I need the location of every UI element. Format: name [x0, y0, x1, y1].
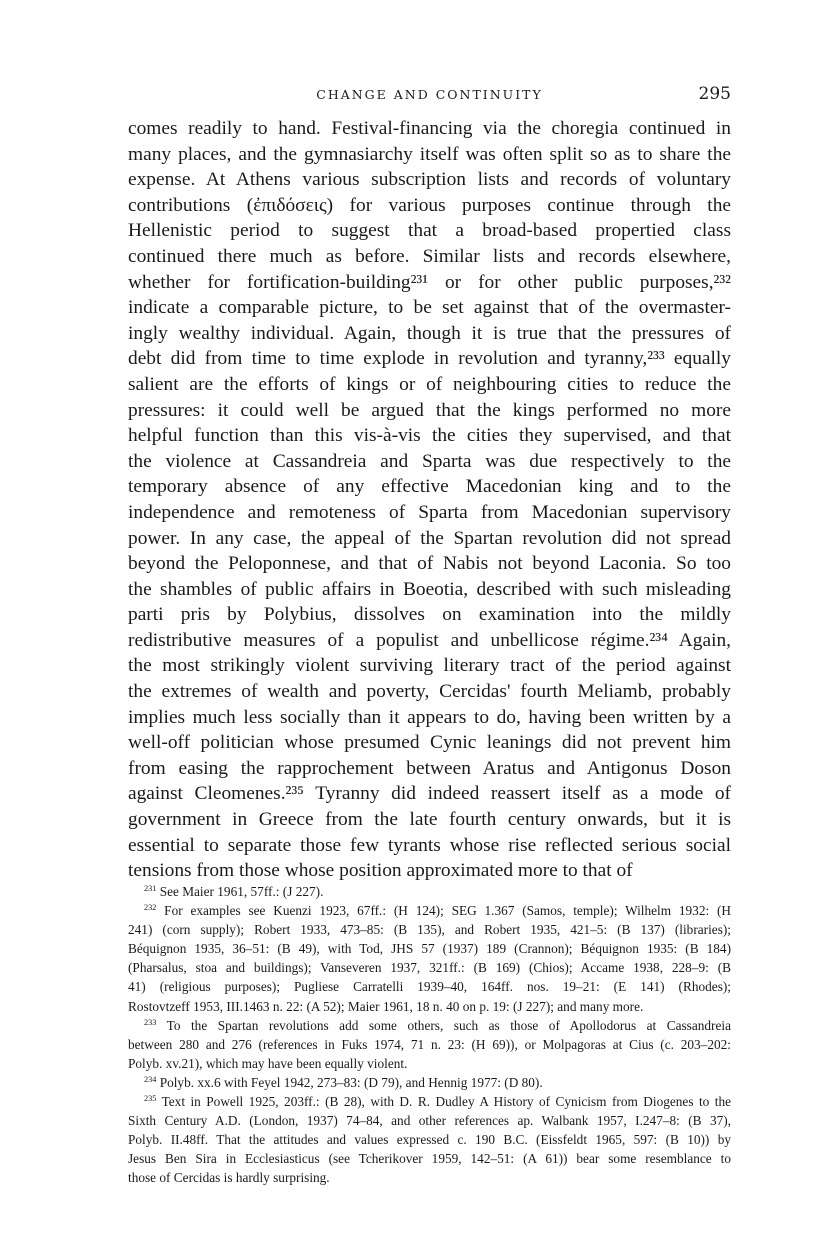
- body-line: government in Greece from the late fourth century onwards, but it is: [128, 809, 731, 831]
- body-line: continued there much as before. Similar lists and records elsewhere,: [128, 245, 731, 267]
- body-line: from easing the rapprochement between Aratus and Antigonus Doson: [128, 757, 731, 779]
- body-line: beyond the Peloponnese, and that of Nabis not beyond Laconia. So too: [128, 553, 731, 575]
- body-line: debt did from time to time explode in revolution and tyranny,²³³ equally: [128, 348, 731, 370]
- body-line: whether for fortification-building²³¹ or for other public purposes,²³²: [128, 271, 731, 293]
- body-line: comes readily to hand. Festival-financing via the choregia continued in: [128, 118, 731, 139]
- footnote-number: 233: [144, 1017, 157, 1027]
- footnote-line: Sixth Century A.D. (London, 1937) 74–84, and other references ap. Walbank 1957, I.247–8: (B 37),: [128, 1113, 731, 1129]
- body-line: parti pris by Polybius, dissolves on examination into the mildly: [128, 604, 731, 626]
- body-line: salient are the efforts of kings or of neighbouring cities to reduce the: [128, 373, 731, 395]
- footnote-line: To the Spartan revolutions add some others, such as those of Apollodorus at Cassandreia: [166, 1017, 731, 1033]
- running-title: CHANGE AND CONTINUITY: [316, 87, 543, 102]
- footnote-line: See Maier 1961, 57ff.: (J 227).: [159, 884, 324, 899]
- body-line: against Cleomenes.²³⁵ Tyranny did indeed reassert itself as a mode of: [128, 783, 731, 805]
- running-head: [128, 84, 731, 106]
- footnote-line: For examples see Kuenzi 1923, 67ff.: (H 124); SEG 1.367 (Samos, temple); Wilhelm 1932: (H: [164, 903, 731, 919]
- body-line: independence and remoteness of Sparta from Macedonian supervisory: [128, 501, 731, 523]
- body-line: essential to separate those few tyrants whose rise reflected serious social: [128, 834, 731, 856]
- body-line: contributions (ἐπιδόσεις) for various purposes continue through the: [128, 194, 731, 216]
- footnote-line: 241) (corn supply); Robert 1933, 473–85: (B 135), and Robert 1935, 421–5: (B 137) (libraries);: [128, 922, 731, 938]
- body-line: helpful function than this vis-à-vis the cities they supervised, and that: [128, 425, 731, 447]
- body-line: pressures: it could well be argued that the kings performed no more: [128, 399, 731, 421]
- footnote-line: Polyb. II.48ff. That the attitudes and values expressed c. 190 B.C. (Eissfeldt 1965, 597: (B 10)) by: [128, 1132, 731, 1148]
- footnote-number: 231: [144, 884, 157, 894]
- body-line: indicate a comparable picture, to be set against that of the overmaster-: [128, 297, 731, 319]
- body-line: the shambles of public affairs in Boeotia, described with such misleading: [128, 578, 731, 600]
- footnote-234: [128, 1073, 731, 1092]
- footnote-line: those of Cercidas is hardly surprising.: [128, 1170, 330, 1186]
- body-line: Hellenistic period to suggest that a broad-based propertied class: [128, 220, 731, 242]
- footnote-line: (Pharsalus, stoa and buildings); Vanseveren 1937, 321ff.: (B 169) (Chios); Accame 1938, 228–9: (B: [128, 960, 731, 976]
- footnote-line: between 280 and 276 (references in Fuks 1974, 71 n. 23: (H 69)), or Molpagoras at Cius (c. 203–202:: [128, 1036, 731, 1052]
- footnotes: [128, 882, 731, 1188]
- footnote-line: Béquignon 1935, 36–51: (B 49), with Tod, JHS 57 (1937) 189 (Crannon); Béquignon 1935: (B 184): [128, 941, 731, 957]
- body-line: the extremes of wealth and poverty, Cercidas' fourth Meliamb, probably: [128, 681, 731, 703]
- footnote-line: Rostovtzeff 1953, III.1463 n. 22: (A 52); Maier 1961, 18 n. 40 on p. 19: (J 227); and many more.: [128, 998, 644, 1014]
- footnote-232: [128, 901, 731, 1016]
- footnote-line: Text in Powell 1925, 203ff.: (B 28), with D. R. Dudley A History of Cynicism from Diogenes to the: [161, 1094, 731, 1110]
- footnote-line: Polyb. xx.6 with Feyel 1942, 273–83: (D 79), and Hennig 1977: (D 80).: [159, 1074, 543, 1090]
- body-line: tensions from those whose position approximated more to that of: [128, 860, 633, 882]
- body-line: power. In any case, the appeal of the Spartan revolution did not spread: [128, 527, 731, 549]
- footnote-line: Polyb. xv.21), which may have been equally violent.: [128, 1055, 408, 1071]
- footnote-233: [128, 1016, 731, 1073]
- footnote-line: Jesus Ben Sira in Ecclesiasticus (see Tcherikover 1959, 142–51: (A 61)) bear some resemblance to: [128, 1151, 731, 1167]
- body-line: the most strikingly violent surviving literary tract of the period against: [128, 655, 731, 677]
- body-line: the violence at Cassandreia and Sparta was due respectively to the: [128, 450, 731, 472]
- footnote-number: 234: [144, 1075, 157, 1084]
- page-number: 295: [698, 84, 731, 104]
- body-paragraph: [128, 116, 731, 884]
- body-line: temporary absence of any effective Macedonian king and to the: [128, 476, 731, 498]
- footnote-231: [128, 882, 731, 901]
- body-line: ingly wealthy individual. Again, though it is true that the pressures of: [128, 322, 731, 344]
- body-line: redistributive measures of a populist and unbellicose régime.²³⁴ Again,: [128, 629, 731, 651]
- body-line: well-off politician whose presumed Cynic leanings did not prevent him: [128, 732, 731, 754]
- footnote-number: 235: [144, 1094, 157, 1104]
- body-line: expense. At Athens various subscription lists and records of voluntary: [128, 169, 731, 191]
- body-line: many places, and the gymnasiarchy itself was often split so as to share the: [128, 143, 731, 165]
- footnote-235: [128, 1092, 731, 1187]
- body-line: implies much less socially than it appears to do, having been written by a: [128, 706, 731, 728]
- footnote-number: 232: [144, 903, 157, 913]
- footnote-line: 41) (religious purposes); Pugliese Carratelli 1939–40, 164ff. nos. 19–21: (E 141) (Rhodes);: [128, 979, 731, 995]
